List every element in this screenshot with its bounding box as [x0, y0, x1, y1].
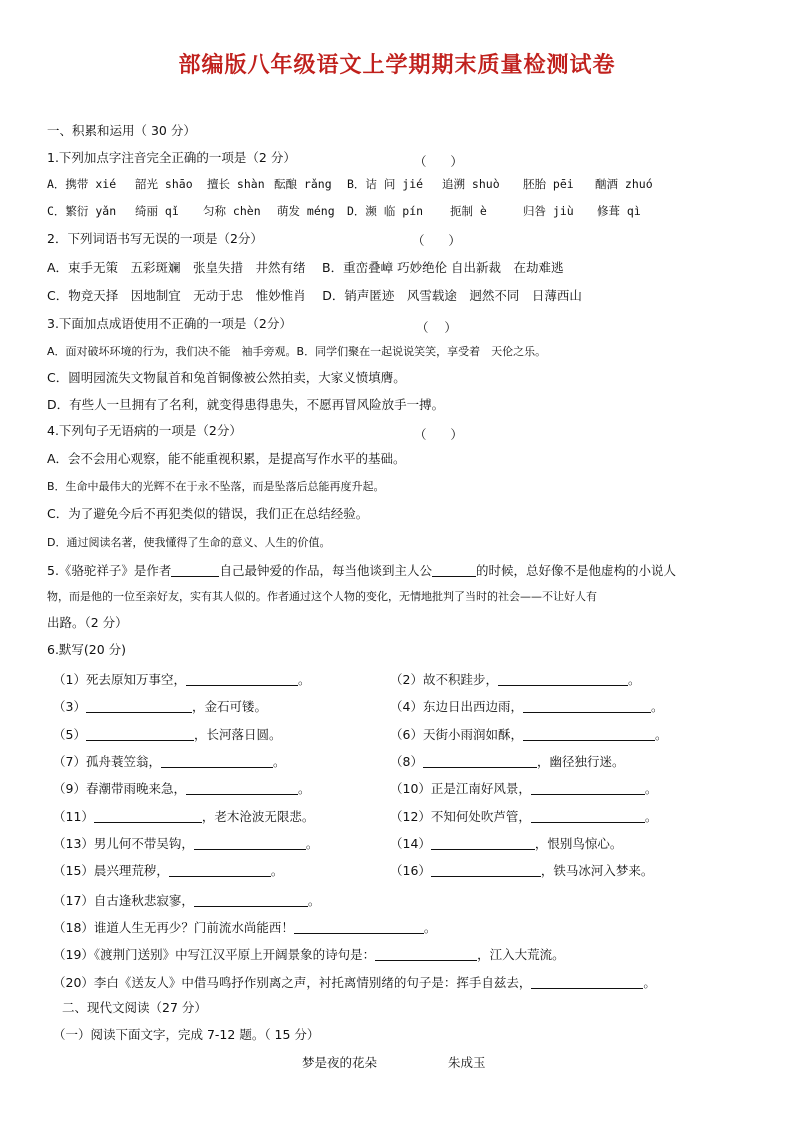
dictation-prompt: （8） [390, 753, 423, 769]
article-title: 梦是夜的花朵 [302, 1055, 378, 1070]
dictation-prompt: （18）谁道人生无再少？门前流水尚能西！ [53, 920, 294, 935]
q4-option-c: C．为了避免今后不再犯类似的错误，我们正在总结经验。 [47, 506, 369, 521]
dictation-suffix: 。 [307, 893, 321, 908]
dictation-blank[interactable] [431, 836, 535, 850]
dictation-blank[interactable] [86, 727, 194, 741]
dictation-suffix: ，长河落日圆。 [193, 726, 282, 742]
q6-item-17 [53, 893, 320, 908]
dictation-prompt: （19）《渡荆门送别》中写江汉平原上开阔景象的诗句是： [53, 947, 376, 962]
dictation-blank[interactable] [498, 672, 628, 686]
q1-option: 酝酿 rǎng [274, 177, 332, 191]
q1-option: 扼制 è [450, 204, 487, 218]
q1-option: 韶光 shāo [135, 177, 193, 191]
q6-item [53, 699, 267, 714]
q6-item [390, 836, 622, 851]
dictation-prompt: （15）晨兴理荒秽， [53, 863, 169, 879]
dictation-blank[interactable] [531, 975, 643, 989]
dictation-prompt: （11） [53, 808, 94, 824]
dictation-suffix: ，铁马冰河入梦来。 [540, 863, 654, 879]
q6-item [390, 672, 640, 687]
dictation-prompt: （13）男儿何不带吴钩， [53, 835, 194, 851]
q3-option-c: C．圆明园流失文物鼠首和兔首铜像被公然拍卖，大家义愤填膺。 [47, 370, 406, 385]
q4-answer-paren: （ ） [414, 427, 463, 442]
dictation-suffix: ，江入大荒流。 [477, 947, 565, 962]
dictation-prompt: （7）孤舟蓑笠翁， [53, 753, 161, 769]
dictation-prompt: （2）故不积跬步， [390, 672, 498, 687]
dictation-prompt: （9）春潮带雨晚来急， [53, 781, 186, 797]
q1-answer-paren: （ ） [414, 154, 463, 169]
q1-stem: 1.下列加点字注音完全正确的一项是（2 分） [47, 150, 296, 165]
q6-item [53, 754, 285, 769]
dictation-prompt: （14） [390, 835, 431, 851]
q6-item [390, 754, 624, 769]
q1-option: C．繁衍 yǎn [47, 204, 117, 218]
q6-item-20 [53, 975, 656, 990]
q6-item [53, 836, 318, 851]
dictation-suffix: 。 [650, 699, 664, 715]
q2-options-ab: A．束手无策 五彩斑斓 张皇失措 井然有绪 B．重峦叠嶂 巧妙绝伦 自出新裁 在劫难逃 [47, 260, 564, 275]
section-heading-2: 二、现代文阅读（27 分） [62, 1000, 207, 1015]
dictation-blank[interactable] [523, 727, 655, 741]
dictation-suffix: 。 [297, 672, 311, 687]
dictation-blank[interactable] [194, 893, 308, 907]
dictation-blank[interactable] [161, 754, 273, 768]
dictation-prompt: （16） [390, 863, 431, 879]
q5-blank-protagonist[interactable] [432, 563, 476, 577]
q1-option: 匀称 chèn [203, 204, 261, 218]
dictation-blank[interactable] [431, 863, 541, 877]
dictation-blank[interactable] [86, 699, 192, 713]
q6-item [53, 809, 314, 824]
dictation-suffix: ，幽径独行迷。 [536, 753, 625, 769]
q5-blank-author[interactable] [171, 563, 219, 577]
dictation-suffix: 。 [644, 781, 658, 797]
dictation-prompt: （12）不知何处吹芦管， [390, 808, 531, 824]
q3-stem: 3.下面加点成语使用不正确的一项是（2分） [47, 316, 292, 331]
q6-item [53, 727, 281, 742]
dictation-prompt: （17）自古逢秋悲寂寥， [53, 893, 194, 908]
dictation-blank[interactable] [169, 863, 271, 877]
q6-item-18 [53, 920, 436, 935]
q4-option-a: A．会不会用心观察，能不能重视积累，是提高写作水平的基础。 [47, 451, 406, 466]
dictation-prompt: （20）李白《送友人》中借马鸣抒作别离之声，衬托离情别绪的句子是：挥手自兹去， [53, 975, 532, 990]
q6-stem: 6.默写(20 分) [47, 642, 127, 657]
q4-stem: 4.下列句子无语病的一项是（2分） [47, 423, 242, 438]
q5-line1 [47, 563, 676, 578]
dictation-blank[interactable] [194, 836, 306, 850]
dictation-suffix: 。 [654, 726, 668, 742]
q6-item [390, 863, 653, 878]
dictation-suffix: ，金石可镂。 [191, 699, 267, 715]
dictation-prompt: （6）天街小雨润如酥， [390, 726, 523, 742]
dictation-suffix: 。 [423, 920, 437, 935]
dictation-prompt: （1）死去原知万事空， [53, 672, 186, 687]
dictation-prompt: （5） [53, 726, 86, 742]
q6-item [390, 727, 667, 742]
q1-option: 修葺 qì [597, 204, 641, 218]
q2-options-cd: C．物竞天择 因地制宜 无动于忠 惟妙惟肖 D．销声匿迹 风雪载途 迥然不同 日薄西山 [47, 288, 582, 303]
dictation-blank[interactable] [375, 947, 477, 961]
q2-answer-paren: （ ） [412, 233, 461, 248]
q1-option: A．携带 xié [47, 177, 117, 191]
dictation-suffix: 。 [305, 835, 319, 851]
section-heading-1: 一、积累和运用（ 30 分） [47, 123, 196, 138]
q6-item [390, 781, 657, 796]
q4-option-b: B．生命中最伟大的光辉不在于永不坠落，而是坠落后总能再度升起。 [47, 480, 385, 493]
dictation-suffix: ，老木沧波无限悲。 [201, 808, 315, 824]
q5-text: 的时候，总好像不是他虚构的小说人 [475, 563, 676, 578]
q5-text: 自己最钟爱的作品，每当他谈到主人公 [219, 563, 432, 578]
dictation-suffix: 。 [270, 863, 284, 879]
dictation-blank[interactable] [531, 809, 645, 823]
dictation-blank[interactable] [531, 781, 645, 795]
dictation-prompt: （4）东边日出西边雨， [390, 699, 523, 715]
q1-option: 萌发 méng [277, 204, 335, 218]
q6-item [53, 781, 310, 796]
q1-option: 酗酒 zhuó [595, 177, 653, 191]
q6-item [390, 699, 663, 714]
q2-stem: 2．下列词语书写无误的一项是（2分） [47, 231, 263, 246]
q1-option: 归咎 jiù [523, 204, 574, 218]
dictation-prompt: （10）正是江南好风景， [390, 781, 531, 797]
dictation-blank[interactable] [94, 809, 202, 823]
page-title: 部编版八年级语文上学期期末质量检测试卷 [178, 53, 616, 78]
q1-option: B．诘 问 jié [347, 177, 424, 191]
dictation-blank[interactable] [523, 699, 651, 713]
dictation-suffix: 。 [643, 975, 656, 990]
dictation-suffix: 。 [297, 781, 311, 797]
q6-item [53, 863, 283, 878]
q1-option: D．濒 临 pín [347, 204, 424, 218]
dictation-suffix: ，恨别鸟惊心。 [534, 835, 623, 851]
q3-option-d: D．有些人一旦拥有了名利，就变得患得患失，不愿再冒风险放手一搏。 [47, 397, 445, 412]
q5-line2: 物，而是他的一位至亲好友，实有其人似的。作者通过这个人物的变化，无情地批判了当时的社会——不让好人有 [47, 590, 597, 603]
q1-option: 擅长 shàn [207, 177, 265, 191]
dictation-suffix: 。 [272, 753, 286, 769]
q5-line3: 出路。（2 分） [47, 615, 128, 630]
q6-item [390, 809, 657, 824]
q6-item [53, 672, 310, 687]
q1-option: 追溯 shuò [442, 177, 500, 191]
dictation-blank[interactable] [294, 920, 424, 934]
q1-option: 胚胎 pēi [523, 177, 574, 191]
dictation-blank[interactable] [423, 754, 537, 768]
q3-answer-paren: （ ） [416, 320, 457, 335]
dictation-blank[interactable] [186, 781, 298, 795]
dictation-suffix: 。 [627, 672, 641, 687]
article-author: 朱成玉 [448, 1055, 486, 1070]
reading-instruction: （一）阅读下面文字，完成 7-12 题。（ 15 分） [53, 1027, 320, 1042]
q3-options-ab: A．面对破坏环境的行为，我们决不能 袖手旁观。B．同学们聚在一起说说笑笑，享受着 天伦之乐。 [47, 345, 547, 358]
dictation-blank[interactable] [186, 672, 298, 686]
q1-option: 绮丽 qǐ [135, 204, 179, 218]
q5-text: 5.《骆驼祥子》是作者 [47, 563, 172, 578]
q6-item-19 [53, 947, 565, 962]
q4-option-d: D．通过阅读名著，使我懂得了生命的意义、人生的价值。 [47, 536, 331, 549]
dictation-prompt: （3） [53, 699, 86, 715]
dictation-suffix: 。 [644, 808, 658, 824]
